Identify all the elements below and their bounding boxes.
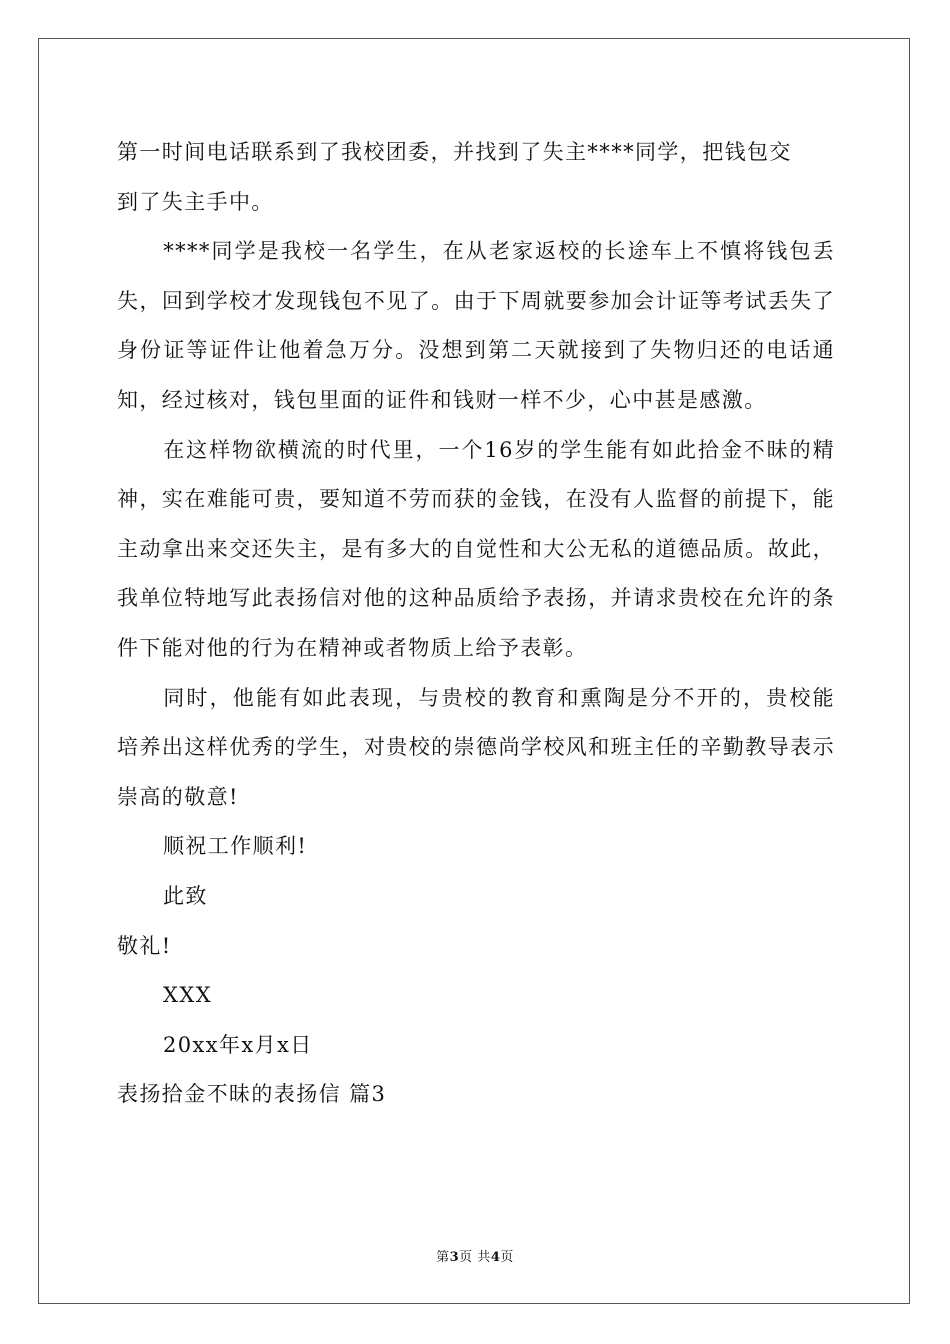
text-line: 第一时间电话联系到了我校团委，并找到了失主****同学，把钱包交 [117,140,792,164]
footer-page-total-suffix: 页 [500,1250,514,1265]
paragraph-praise-spirit: 在这样物欲横流的时代里，一个16岁的学生能有如此拾金不昧的精神，实在难能可贵，要知道不劳而获的金钱，在没有人监督的前提下，能主动拿出来交还失主，是有多大的自觉性和大公无私的道德品质。故此，我单位特地写此表扬信对他的这种品质给予表扬，并请求贵校在允许的条件下能对他的行为在精神或者物质上给予表彰。 [117,437,835,660]
text-line: 到了失主手中。 [117,189,274,214]
footer-page-total: 4 [490,1250,501,1265]
signer-name: XXX [163,983,213,1008]
closing-jingli: 敬礼! [117,933,172,958]
closing-cizhi: 此致 [163,883,208,908]
footer-page-suffix: 页 共 [459,1250,491,1265]
next-section-title: 表扬拾金不昧的表扬信 篇3 [117,1082,387,1107]
footer-page-current: 3 [449,1250,460,1265]
paragraph-thanks-school: 同时，他能有如此表现，与贵校的教育和熏陶是分不开的，贵校能培养出这样优秀的学生，对贵校的崇德尚学校风和班主任的辛勤教导表示崇高的敬意! [117,685,835,809]
paragraph-student-lost-wallet: ****同学是我校一名学生，在从老家返校的长途车上不慎将钱包丢失，回到学校才发现钱包不见了。由于下周就要参加会计证等考试丢失了身份证等证件让他着急万分。没想到第二天就接到了失物归还的电话通知，经过核对，钱包里面的证件和钱财一样不少，心中甚是感激。 [117,239,835,412]
page-footer [0,1246,950,1265]
closing-wish: 顺祝工作顺利! [163,834,308,859]
letter-date: 20xx年x月x日 [163,1032,313,1057]
footer-page-prefix: 第 [436,1250,450,1265]
document-body [117,128,835,1120]
